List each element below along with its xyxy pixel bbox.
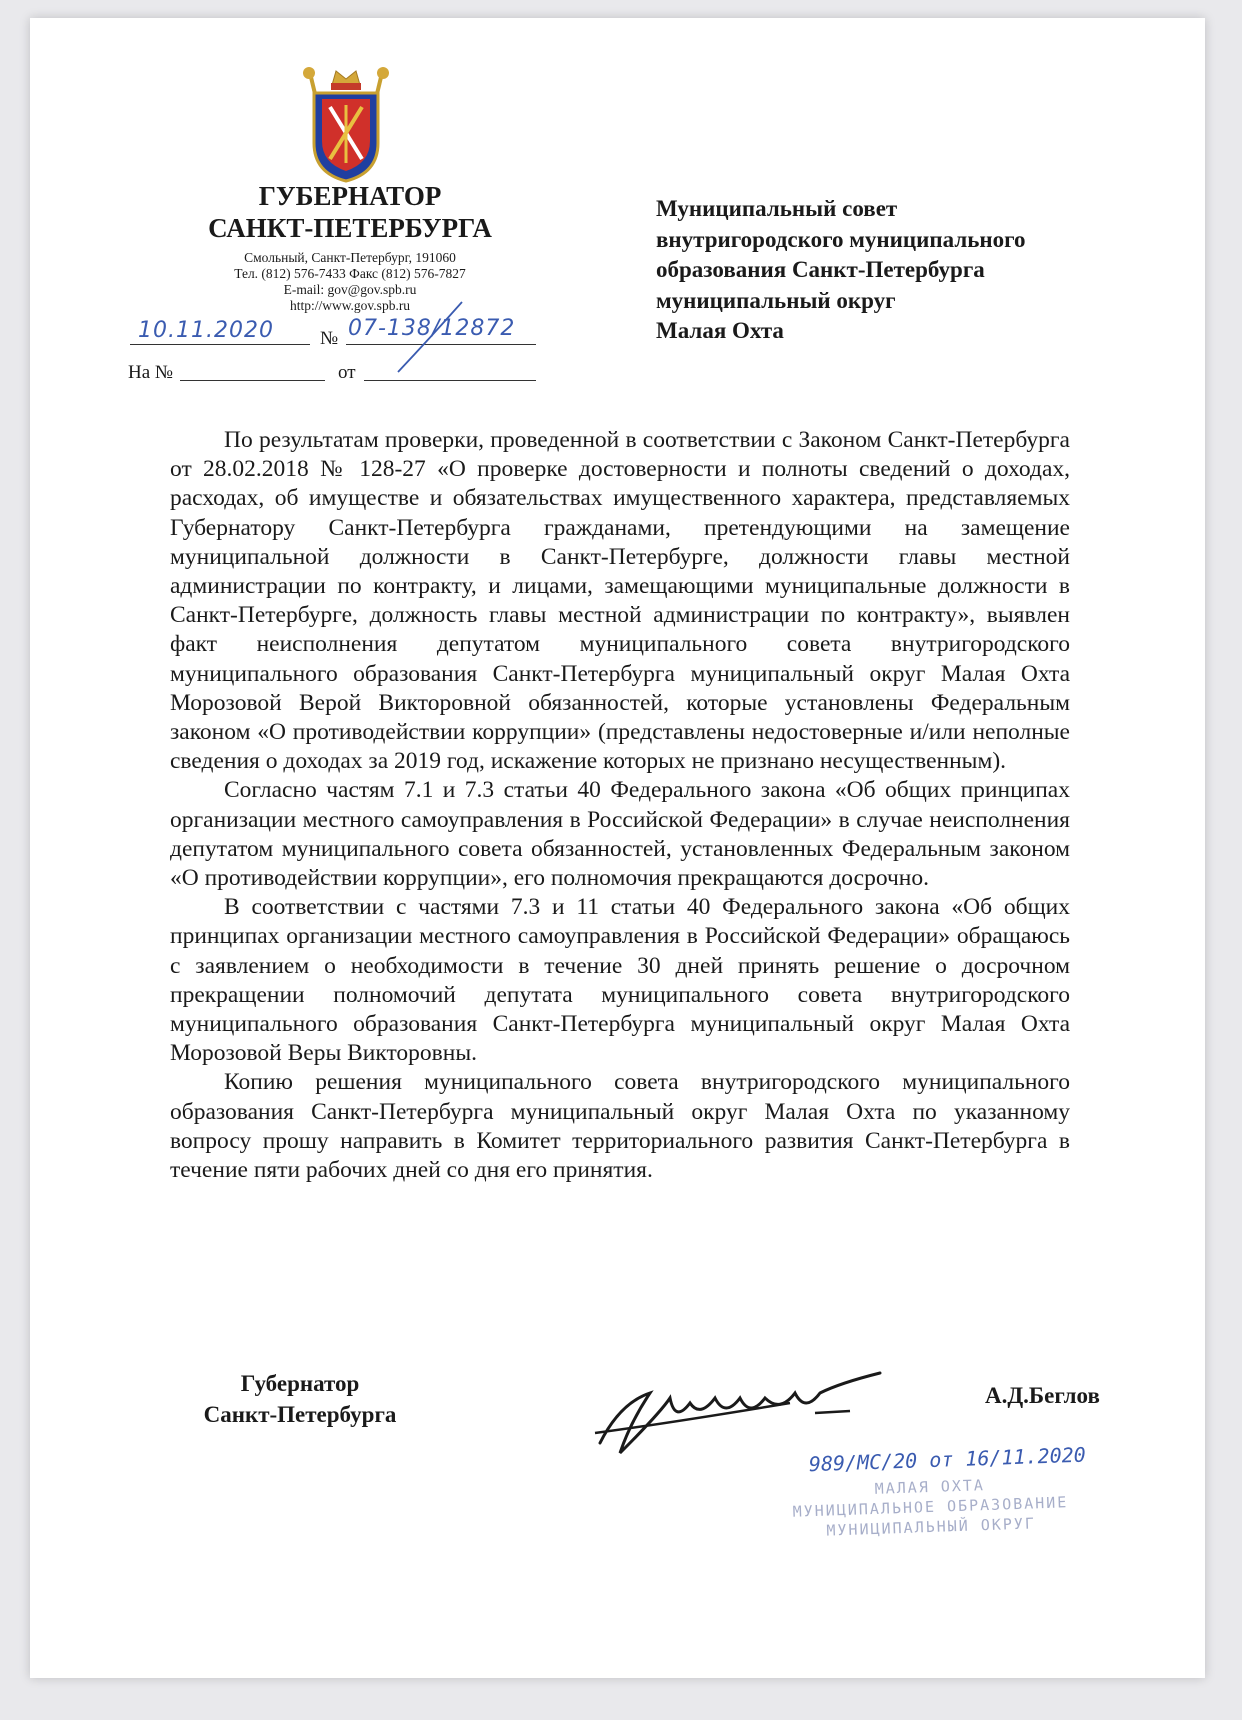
- ref-underline: [180, 380, 325, 381]
- signatory-position: [170, 1368, 430, 1430]
- stamp-line-2: МУНИЦИПАЛЬНОЕ ОБРАЗОВАНИЕ: [792, 1493, 1069, 1521]
- governor-title: [190, 180, 510, 244]
- reg-date: 10.11.2020: [138, 318, 274, 343]
- recipient-line: Малая Охта: [656, 318, 784, 343]
- body-paragraph: В соответствии с частями 7.3 и 11 статьи 40 Федерального закона «Об общих принципах организации местного самоуправления в Российской Федерации» обращаюсь с заявлением о необходимости в течение 30 дней принять решение о досрочном прекращении полномочий депутата муниципального совета внутригородского муниципального образования Санкт-Петербурга муниципальный округ Малая Охта Морозовой Веры Викторовны.: [170, 894, 1070, 1067]
- website: http://www.gov.spb.ru: [289, 298, 411, 313]
- body-paragraph: По результатам проверки, проведенной в соответствии с Законом Санкт-Петербурга от 28.02.2018 № 128-27 «О проверке достоверности и полноты сведений о доходах, расходах, об имуществе и обязательствах имущественного характера, представляемых Губернатору Санкт-Петербурга гражданами, претендующими на замещение муниципальной должности в Санкт-Петербурге, должности главы местной администрации по контракту, и лицами, замещающими муниципальные должности в Санкт-Петербурге, должность главы местной администрации по контракту», выявлен факт неисполнения депутатом муниципального совета внутригородского муниципального образования Санкт-Петербурга муниципальный округ Малая Охта Морозовой Верой Викторовной обязанностей, которые установлены Федеральным законом «О противодействии коррупции» (представлены недостоверные и/или неполные сведения о доходах за 2019 год, искажение которых не признано несущественным).: [170, 427, 1070, 775]
- recipient-line: внутригородского муниципального: [656, 226, 1026, 252]
- recipient-block: [656, 194, 1116, 347]
- recipient-line: образования Санкт-Петербурга: [656, 257, 985, 282]
- spb-coat-of-arms-icon: [296, 63, 396, 185]
- reg-number: 07-138/12872: [348, 316, 516, 341]
- address: Смольный, Санкт-Петербург, 191060: [244, 250, 456, 265]
- from-label: от: [338, 362, 356, 383]
- stamp-line-1: МАЛАЯ ОХТА: [874, 1476, 986, 1498]
- body-paragraph: Согласно частям 7.1 и 7.3 статьи 40 Федерального закона «Об общих принципах организации местного самоуправления в Российской Федерации» в случае неисполнения депутатом муниципального совета обязанностей, установленных Федеральным законом «О противодействии коррупции», его полномочия прекращаются досрочно.: [170, 777, 1070, 892]
- letter-body: [170, 426, 1070, 1185]
- body-paragraph: Копию решения муниципального совета внутригородского муниципального образования Санкт-Петербурга муниципальный округ Малая Охта по указанному вопросу прошу направить в Комитет территориального развития Санкт-Петербурга в течение пяти рабочих дней со дня его принятия.: [170, 1069, 1070, 1184]
- from-underline: [364, 380, 536, 381]
- handwritten-slash-icon: [390, 298, 470, 378]
- title-line-1: ГУБЕРНАТОР: [258, 181, 442, 211]
- stamp-line-3: МУНИЦИПАЛЬНЫЙ ОКРУГ: [826, 1514, 1037, 1540]
- incoming-stamp: [769, 1442, 1092, 1543]
- stamp-incoming-number: 989/МС/20 от 16/11.2020: [808, 1442, 1087, 1477]
- phone-fax: Тел. (812) 576-7433 Факс (812) 576-7827: [234, 266, 466, 281]
- title-line-2: САНКТ-ПЕТЕРБУРГА: [208, 213, 492, 243]
- signatory-name: А.Д.Беглов: [985, 1383, 1100, 1408]
- reg-date-underline: [130, 344, 310, 345]
- reg-number-label: №: [320, 328, 339, 349]
- recipient-line: муниципальный округ: [656, 287, 896, 313]
- position-line-2: Санкт-Петербурга: [203, 1402, 397, 1427]
- position-line-1: Губернатор: [240, 1371, 360, 1396]
- recipient-line: Муниципальный совет: [656, 196, 898, 221]
- ref-label: На №: [128, 362, 174, 383]
- letter-page: [30, 18, 1205, 1678]
- email: E-mail: gov@gov.spb.ru: [283, 282, 417, 297]
